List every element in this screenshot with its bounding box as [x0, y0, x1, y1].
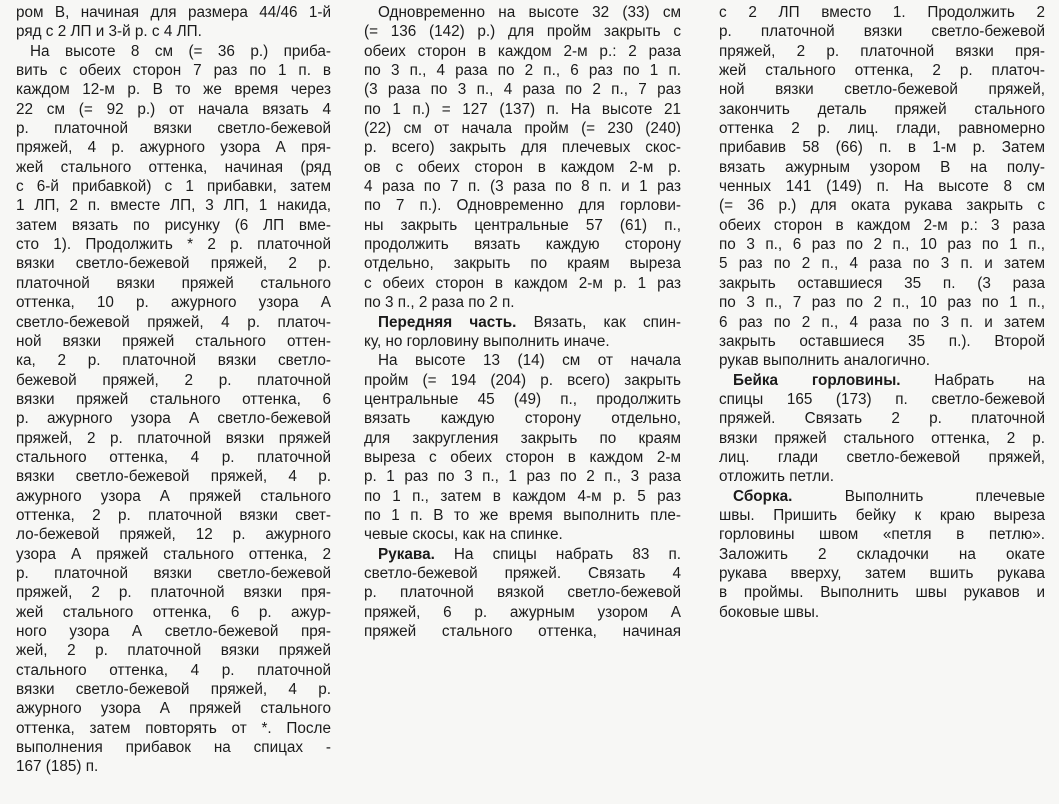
- text-line: (22) см от начала пройм (= 230 (240): [364, 120, 681, 138]
- text-line: швы. Пришить бейку к краю выреза: [719, 506, 1045, 524]
- text-line: оттенка, 2 р. платочной вязки свет-: [16, 506, 331, 524]
- text-line: (3 раза по 3 п., 4 раза по 2 п., 7 раз: [364, 81, 681, 99]
- text-line: р. платочной вязкой светло-бежевой: [364, 584, 681, 602]
- text-line: отдельно, закрыть по краям выреза: [364, 255, 681, 273]
- text-line: ной вязки пряжей стального оттен-: [16, 332, 331, 350]
- text-line: центральные 45 (49) п., продолжить: [364, 390, 681, 408]
- text-line: р. платочной вязки светло-бежевой: [16, 564, 331, 582]
- text-line: закрыть оставшиеся 35 п. (3 раза: [719, 274, 1045, 292]
- text-line: вязать каждую сторону отдельно,: [364, 410, 681, 428]
- text-line: горловины швом «петля в петлю».: [719, 526, 1045, 544]
- text-line: На высоте 8 см (= 36 р.) приба-: [30, 42, 331, 60]
- text-line: ку, но горловину выполнить иначе.: [364, 332, 610, 350]
- text-line: р. платочной вязки светло-бежевой: [16, 120, 331, 138]
- text-line: с обеих сторон в каждом 2-м р. 1 раз: [364, 274, 681, 292]
- text-line: с 6-й прибавкой) с 1 прибавки, затем: [16, 178, 331, 196]
- text-line: жей стального оттенка, 6 р. ажур-: [16, 603, 331, 621]
- text-line-rest: Набрать на: [900, 371, 1045, 389]
- text-line: пряжей, 2 р. платочной вязки пря-: [719, 42, 1045, 60]
- text-line: [719, 371, 1045, 390]
- text-line: р. 1 раз по 3 п., 1 раз по 2 п., 3 раза: [364, 468, 681, 486]
- text-line: по 3 п., 6 раз по 2 п., 10 раз по 1 п.,: [719, 236, 1045, 254]
- text-line: боковые швы.: [719, 603, 820, 621]
- text-line: закрыть оставшиеся 35 п.). Второй: [719, 332, 1045, 350]
- text-line: ажурного узора А пряжей стального: [16, 487, 331, 505]
- text-line: вязать ажурным узором В на полу-: [719, 158, 1045, 176]
- text-line: по 1 п., затем в каждом 4-м р. 5 раз: [364, 487, 681, 505]
- text-line: по 3 п., 7 раз по 2 п., 10 раз по 1 п.,: [719, 294, 1045, 312]
- text-line: оттенка, затем повторять от *. После: [16, 719, 331, 737]
- text-line: бежевой пряжей, 2 р. платочной: [16, 371, 331, 389]
- text-line: Одновременно на высоте 32 (33) см: [378, 4, 681, 21]
- text-line: Заложить 2 складочки на окате: [719, 545, 1045, 563]
- section-heading: Рукава.: [378, 545, 435, 563]
- text-line: ного узора А светло-бежевой пря-: [16, 623, 331, 640]
- text-line: пряжей. Связать 2 р. платочной: [719, 410, 1045, 428]
- text-line: ло-бежевой пряжей, 12 р. ажурного: [16, 526, 331, 544]
- text-line: стального оттенка, 4 р. платочной: [16, 448, 331, 466]
- text-line: ажурного узора А пряжей стального: [16, 700, 331, 718]
- text-line: жей, 2 р. платочной вязки пряжей: [16, 642, 331, 660]
- text-line: выреза с обеих сторон в каждом 2-м: [364, 448, 681, 466]
- text-line: по 3 п., 4 раза по 2 п., 6 раз по 1 п.: [364, 62, 681, 80]
- text-line: закончить деталь пряжей стального: [719, 100, 1045, 118]
- text-line: вить с обеих сторон 7 раз по 1 п. в: [16, 62, 331, 80]
- text-line: затем вязать по рисунку (6 ЛП вме-: [16, 216, 331, 234]
- text-line: по 7 п.). Одновременно для горлови-: [364, 197, 681, 215]
- text-line: 5 раз по 2 п., 4 раза по 3 п. и затем: [719, 255, 1045, 273]
- text-line-rest: Выполнить плечевые: [792, 487, 1045, 505]
- text-line: каждом 12-м р. В то же время через: [16, 81, 331, 99]
- text-line: р. ажурного узора А светло-бежевой: [16, 410, 331, 428]
- text-line: пряжей, 6 р. ажурным узором А: [364, 603, 681, 621]
- text-line: ной вязки светло-бежевой пряжей,: [719, 81, 1045, 99]
- text-line: (= 136 (142) р.) для пройм закрыть с: [364, 23, 681, 41]
- text-line: обеих сторон в каждом 2-м р.: 3 раза: [719, 216, 1045, 234]
- text-line: вязки пряжей стального оттенка, 6: [16, 390, 331, 408]
- text-line: спицы 165 (173) п. светло-бежевой: [719, 390, 1045, 408]
- text-line: 6 раз по 2 п., 4 раза по 3 п. и затем: [719, 313, 1045, 331]
- text-line: сто 1). Продолжить * 2 р. платочной: [16, 236, 331, 254]
- text-line: 167 (185) п.: [16, 758, 99, 776]
- text-line-rest: Вязать, как спин-: [516, 313, 681, 331]
- text-line: ряд с 2 ЛП и 3-й р. с 4 ЛП.: [16, 23, 202, 41]
- text-line: вязки светло-бежевой пряжей, 4 р.: [16, 681, 331, 699]
- text-line: пройм (= 194 (204) р. всего) закрыть: [364, 371, 681, 389]
- text-line: [364, 545, 681, 564]
- text-line: [719, 487, 1045, 506]
- text-line: продолжить вязать каждую сторону: [364, 236, 681, 254]
- text-line: вязки светло-бежевой пряжей, 2 р.: [16, 255, 331, 273]
- text-line: по 1 п. В то же время выполнить пле-: [364, 506, 681, 524]
- text-column-3: [719, 3, 1045, 622]
- text-line: пряжей, 4 р. ажурного узора А пря-: [16, 139, 331, 157]
- text-line: по 3 п., 2 раза по 2 п.: [364, 294, 515, 312]
- text-line: [364, 313, 681, 332]
- text-line: пряжей, 2 р. платочной вязки пря-: [16, 584, 331, 602]
- text-line: прибавив 58 (66) п. в 1-м р. Затем: [719, 139, 1045, 157]
- text-line: жей стального оттенка, начиная (ряд: [16, 158, 331, 176]
- section-heading: Бейка горловины.: [733, 371, 901, 389]
- text-line: по 1 п.) = 127 (137) п. На высоте 21: [364, 100, 681, 118]
- text-line: узора А пряжей стального оттенка, 2: [16, 545, 331, 563]
- text-line: ченных 141 (149) п. На высоте 8 см: [719, 178, 1045, 196]
- text-line: вязки пряжей стального оттенка, 2 р.: [719, 429, 1045, 447]
- section-heading: Передняя часть.: [378, 313, 517, 331]
- text-line: оттенка, 10 р. ажурного узора А: [16, 294, 331, 312]
- text-line: р. платочной вязки светло-бежевой: [719, 23, 1045, 41]
- text-line: На высоте 13 (14) см от начала: [378, 352, 681, 370]
- text-line: (= 36 р.) для оката рукава закрыть с: [719, 197, 1045, 215]
- text-line: светло-бежевой пряжей, 4 р. платоч-: [16, 313, 331, 331]
- text-column-2: [364, 3, 681, 641]
- text-line: рукав выполнить аналогично.: [719, 352, 930, 370]
- text-line: пряжей, 2 р. платочной вязки пряжей: [16, 429, 331, 447]
- text-line: обеих сторон в каждом 2-м р.: 2 раза: [364, 42, 681, 60]
- text-line: платочной вязки пряжей стального: [16, 274, 331, 292]
- text-line: чевые скосы, как на спинке.: [364, 526, 563, 544]
- text-line: пряжей стального оттенка, начиная: [364, 623, 681, 640]
- text-line: рукава вверху, затем вшить рукава: [719, 564, 1045, 582]
- text-line: выполнения прибавок на спицах -: [16, 739, 331, 757]
- text-line: светло-бежевой пряжей. Связать 4: [364, 564, 681, 582]
- text-line: ром В, начиная для размера 44/46 1-й: [16, 4, 331, 21]
- section-heading: Сборка.: [733, 487, 793, 505]
- text-line: вязки светло-бежевой пряжей, 4 р.: [16, 468, 331, 486]
- text-line: в проймы. Выполнить швы рукавов и: [719, 584, 1045, 602]
- text-line: 1 ЛП, 2 п. вместе ЛП, 3 ЛП, 1 накида,: [16, 197, 331, 215]
- text-line: 4 раза по 7 п. (3 раза по 8 п. и 1 раз: [364, 178, 681, 196]
- text-line: для закругления закрыть по краям: [364, 429, 681, 447]
- text-line: стального оттенка, 4 р. платочной: [16, 661, 331, 679]
- text-line: 22 см (= 92 р.) от начала вязать 4: [16, 100, 331, 118]
- text-line: оттенка 2 р. лиц. глади, равномерно: [719, 120, 1045, 138]
- text-line: р. всего) закрыть для плечевых скос-: [364, 139, 681, 157]
- text-line: ка, 2 р. платочной вязки светло-: [16, 352, 331, 370]
- text-line: лиц. глади светло-бежевой пряжей,: [719, 448, 1045, 466]
- text-line: отложить петли.: [719, 468, 834, 486]
- text-line-rest: На спицы набрать 83 п.: [434, 545, 681, 563]
- text-column-1: [16, 3, 331, 777]
- text-line: ны закрыть центральные 57 (61) п.,: [364, 216, 681, 234]
- text-line: ов с обеих сторон в каждом 2-м р.: [364, 158, 681, 176]
- text-line: жей стального оттенка, 2 р. платоч-: [719, 62, 1045, 80]
- text-line: с 2 ЛП вместо 1. Продолжить 2: [719, 4, 1045, 21]
